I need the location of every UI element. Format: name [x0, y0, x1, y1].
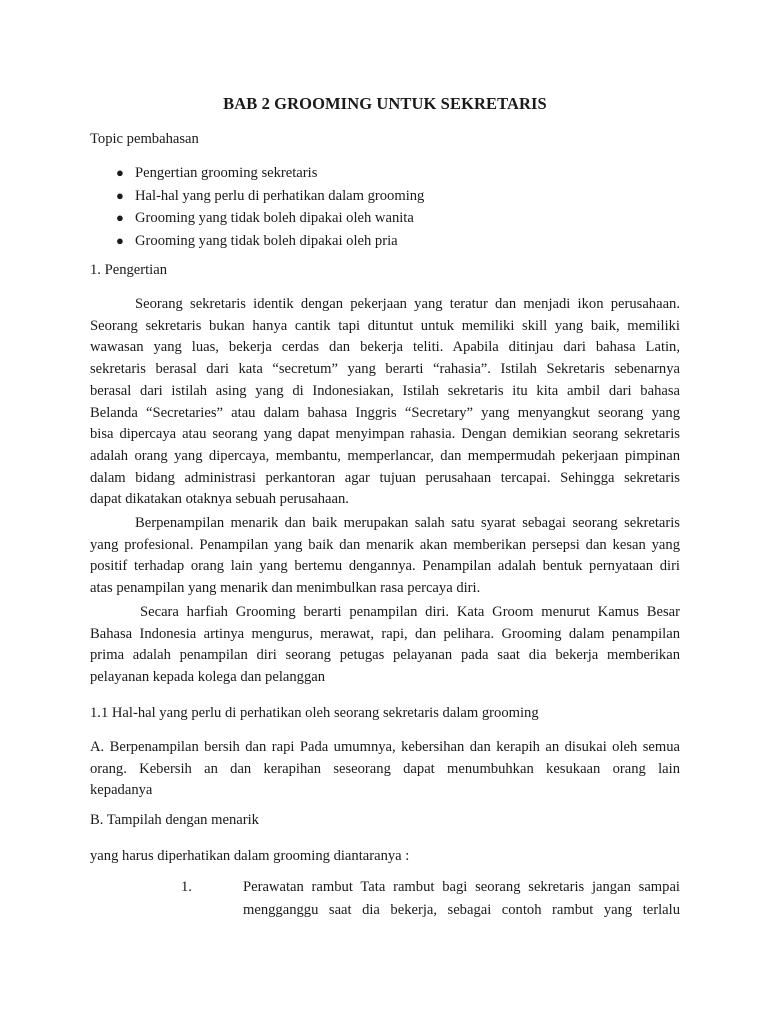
paragraph-grooming-definition: Secara harfiah Grooming berarti penampilan diri. Kata Groom menurut Kamus Besar Bahasa Indonesia artinya mengurus, merawat, rapi, dan pelihara. Grooming dalam penampilan prima adalah penampilan diri seorang petugas pelayanan pada saat dia bekerja memberikan pelayanan kepada kolega dan pelanggan	[90, 604, 680, 686]
topic-label: Topic pembahasan	[90, 131, 199, 147]
list-item-text: Perawatan rambut Tata rambut bagi seorang sekretaris jangan sampai mengganggu saat dia bekerja, sebagai contoh rambut yang terlalu	[243, 879, 680, 918]
paragraph-point-b: B. Tampilah dengan menarik	[90, 812, 259, 828]
bullet-icon: ●	[116, 187, 124, 203]
bullet-item: ● Grooming yang tidak boleh dipakai oleh pria	[90, 230, 680, 253]
page-title: BAB 2 GROOMING UNTUK SEKRETARIS	[223, 94, 547, 113]
section-heading-pengertian: 1. Pengertian	[90, 262, 168, 278]
paragraph-penampilan: Berpenampilan menarik dan baik merupakan salah satu syarat sebagai seorang sekretaris yang profesional. Penampilan yang baik dan menarik akan memberikan persepsi dan kesan yang positif terhadap orang lain yang bertemu dengannya. Penampilan adalah bentuk pernyataan diri atas penampilan yang menarik dan menimbulkan rasa percaya diri.	[90, 515, 680, 597]
bullet-icon: ●	[116, 232, 124, 248]
bullet-item: ● Grooming yang tidak boleh dipakai oleh wanita	[90, 207, 680, 230]
paragraph-pengertian: Seorang sekretaris identik dengan pekerjaan yang teratur dan menjadi ikon perusahaan. Seorang sekretaris bukan hanya cantik tapi dituntut untuk memiliki skill yang baik, memiliki wawasan yang luas, bekerja cerdas dan bekerja teliti. Apabila ditinjau dari bahasa Latin, sekretaris berasal dari kata “secretum” yang berarti “rahasia”. Istilah Sekretaris sebenarnya berasal dari istilah asing yang di Indonesiakan, Istilah sekretaris itu kita ambil dari bahasa Belanda “Secretaries” atau dalam bahasa Inggris “Secretary” yang menyangkut seorang yang bisa dipercaya atau seorang yang dapat menyimpan rahasia. Dengan demikian seorang sekretaris adalah orang yang dipercaya, membantu, memperlancar, dan mempermudah pekerjaan pimpinan dalam bidang administrasi perkantoran agar tujuan perusahaan tercapai. Sehingga sekretaris dapat dikatakan otaknya sebuah perusahaan.	[90, 296, 680, 508]
bullet-icon: ●	[116, 210, 124, 225]
paragraph-point-a: A. Berpenampilan bersih dan rapi Pada umumnya, kebersihan dan kerapih an disukai oleh semua orang. Kebersih an dan kerapihan seseorang dapat menumbuhkan kesukaan orang lain kepadanya	[90, 739, 680, 799]
bullet-item: ● Pengertian grooming sekretaris	[90, 162, 680, 185]
list-item-number: 1.	[181, 879, 192, 895]
paragraph-list-intro: yang harus diperhatikan dalam grooming diantaranya :	[90, 848, 410, 864]
topic-bullet-list	[90, 162, 680, 252]
section-heading-1-1: 1.1 Hal-hal yang perlu di perhatikan oleh seorang sekretaris dalam grooming	[90, 705, 539, 721]
bullet-icon: ●	[116, 165, 124, 180]
bullet-item: ● Hal-hal yang perlu di perhatikan dalam grooming	[90, 185, 680, 208]
